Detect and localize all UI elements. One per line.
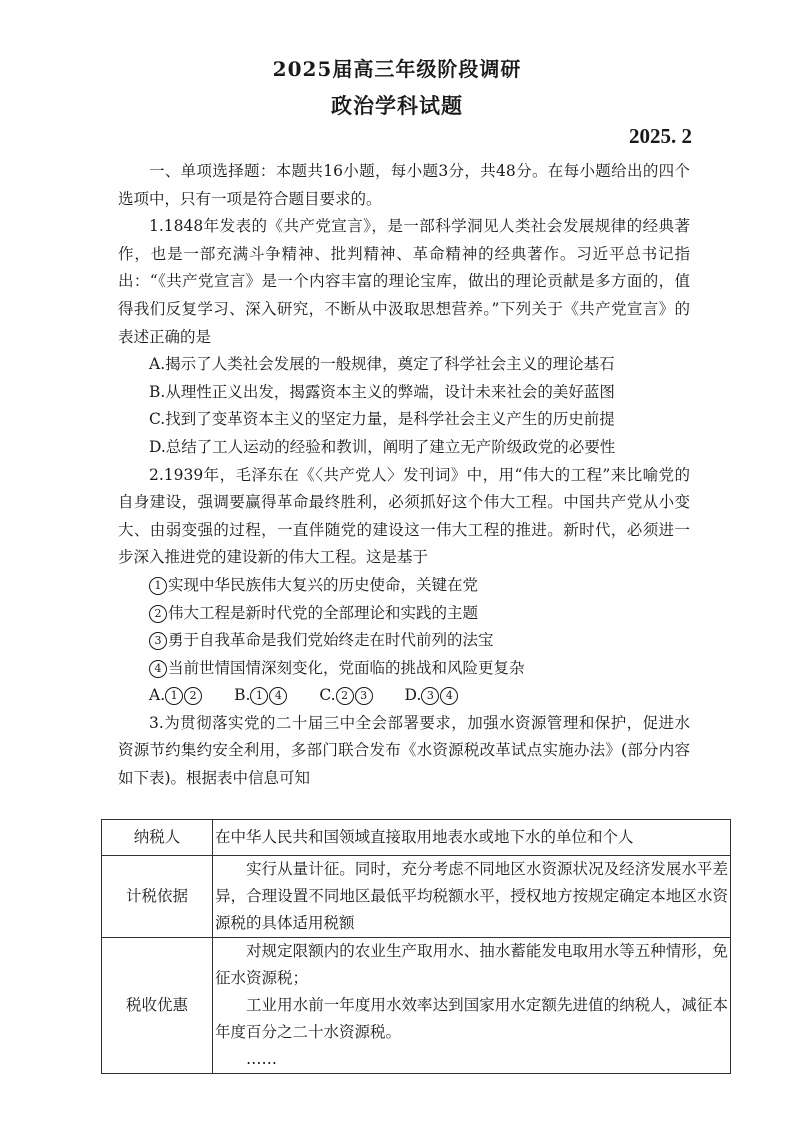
choice-label: A. [149,686,166,705]
row-label: 纳税人 [102,820,213,856]
circled-number: 3 [355,687,373,705]
row-content: 实行从量计征。同时，充分考虑不同地区水资源状况及经济发展水平差异，合理设置不同地区最低平均税额水平，授权地方按规定确定本地区水资源税的具体适用税额 [213,856,731,938]
q2-statement-2 [118,600,690,628]
circled-number: 2 [184,687,202,705]
circled-number: 1 [165,687,183,705]
choice-label: D. [404,686,422,705]
exam-title: 2025届高三年级阶段调研 [272,57,522,81]
row-label: 计税依据 [102,856,213,938]
circled-number: 3 [149,632,167,650]
row-line: 工业用水前一年度用水效率达到国家用水定额先进值的纳税人，减征本年度百分之二十水资源税。 [215,996,728,1041]
row-content [213,938,731,1074]
q2-choice-a [149,682,203,710]
circled-number: 4 [269,687,287,705]
row-content: 在中华人民共和国领域直接取用地表水或地下水的单位和个人 [213,820,731,856]
statement-text: 勇于自我革命是我们党始终走在时代前列的法宝 [168,631,494,650]
exam-subtitle: 政治学科试题 [331,93,463,118]
row-label: 税收优惠 [102,938,213,1074]
statement-text: 当前世情国情深刻变化，党面临的挑战和风险更复杂 [168,658,525,677]
row-line: 对规定限额内的农业生产取用水、抽水蓄能发电取用水等五种情形，免征水资源税； [215,942,728,987]
q3-stem: 3.为贯彻落实党的二十届三中全会部署要求，加强水资源管理和保护，促进水资源节约集约安全利用，多部门联合发布《水资源税改革试点实施办法》(部分内容如下表)。根据表中信息可知 [118,713,690,788]
table-row [102,938,731,1074]
q2-choice-d [405,682,460,710]
table-row [102,856,731,938]
exam-date: 2025. 2 [629,124,692,148]
table-row [102,820,731,856]
q2-statement-4 [118,655,690,683]
circled-number: 2 [336,687,354,705]
q2-statement-1 [118,572,690,600]
circled-number: 1 [250,687,268,705]
q2-stem: 2.1939年，毛泽东在《〈共产党人〉发刊词》中，用“伟大的工程”来比喻党的自身建设，强调要赢得革命最终胜利，必须抓好这个伟大工程。中国共产党从小变大、由弱变强的过程，一直伴随党的建设这一伟大工程的推进。新时代，必须进一步深入推进党的建设新的伟大工程。这是基于 [118,465,690,567]
choice-label: B. [234,686,251,705]
q1-option-d: D.总结了工人运动的经验和教训，阐明了建立无产阶级政党的必要性 [149,437,616,456]
q1-option-b: B.从理性正义出发，揭露资本主义的弊端，设计未来社会的美好蓝图 [149,382,615,401]
circled-number: 3 [421,687,439,705]
circled-number: 2 [149,605,167,623]
q1-option-a: A.揭示了人类社会发展的一般规律，奠定了科学社会主义的理论基石 [149,355,615,374]
q1-stem: 1.1848年发表的《共产党宣言》，是一部科学洞见人类社会发展规律的经典著作，也是一部充满斗争精神、批判精神、革命精神的经典著作。习近平总书记指出：“《共产党宣言》是一个内容丰富的理论宝库，做出的理论贡献是多方面的，值得我们反复学习、深入研究，不断从中汲取思想营养。”下列关于《共产党宣言》的表述正确的是 [118,217,690,346]
q2-choice-c [319,682,373,710]
water-tax-table [101,819,731,1074]
section-intro: 一、单项选择题：本题共16小题，每小题3分，共48分。在每小题给出的四个选项中，只有一项是符合题目要求的。 [118,162,690,208]
q2-choices [118,682,690,710]
row-line: …… [246,1050,277,1068]
circled-number: 1 [149,577,167,595]
choice-label: C. [319,686,336,705]
statement-text: 实现中华民族伟大复兴的历史使命，关键在党 [168,575,479,594]
q2-choice-b [234,682,288,710]
question-body [118,158,690,793]
statement-text: 伟大工程是新时代党的全部理论和实践的主题 [168,603,479,622]
circled-number: 4 [149,660,167,678]
q1-option-c: C.找到了变革资本主义的坚定力量，是科学社会主义产生的历史前提 [149,410,615,429]
q2-statement-3 [118,627,690,655]
circled-number: 4 [440,687,458,705]
